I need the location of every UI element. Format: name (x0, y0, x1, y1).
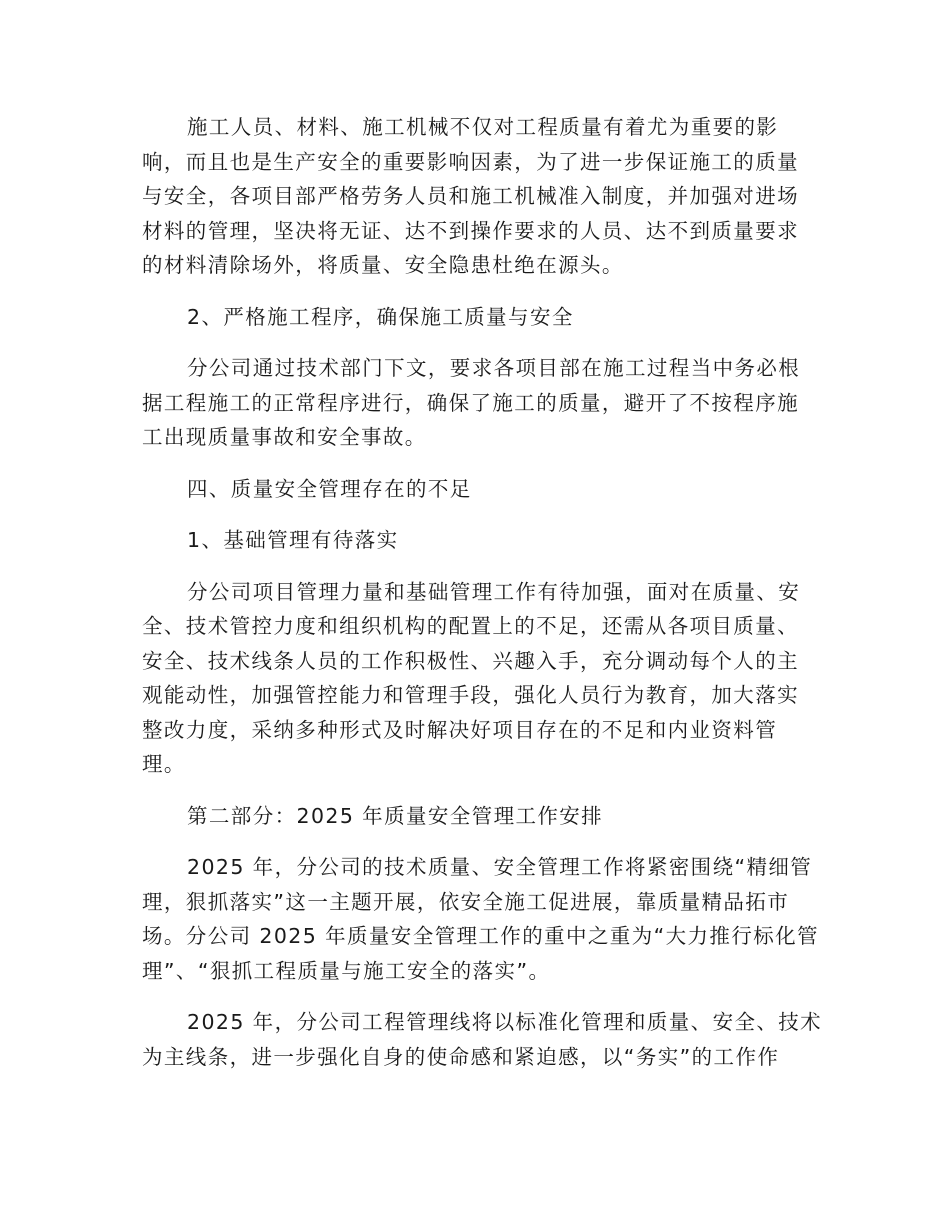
text-line: 安全、技术线条人员的工作积极性、兴趣入手，充分调动每个人的主 (142, 648, 799, 673)
document-body (142, 110, 823, 1091)
text-line: 观能动性，加强管控能力和管理手段，强化人员行为教育，加大落实 (142, 683, 799, 707)
text-line: 响，而且也是生产安全的重要影响因素，为了进一步保证施工的质量 (142, 149, 799, 174)
text-line: 2025 年，分公司工程管理线将以标准化管理和质量、安全、技术 (187, 1010, 823, 1034)
text-line: 整改力度，采纳多种形式及时解决好项目存在的不足和内业资料管 (142, 717, 778, 742)
heading-line: 1、基础管理有待落实 (187, 528, 399, 552)
heading-line: 四、质量安全管理存在的不足 (187, 476, 472, 501)
paragraph-2025-theme (142, 850, 819, 988)
text-line: 施工人员、材料、施工机械不仅对工程质量有着尤为重要的影 (187, 115, 779, 139)
text-line: 分公司项目管理力量和基础管理工作有待加强，面对在质量、安 (187, 579, 801, 604)
heading-strict-procedure (142, 300, 812, 335)
paragraph-personnel-materials (142, 110, 812, 283)
text-line: 理，狠抓落实”这一主题开展，依安全施工促进展，靠质量精品拓市 (142, 889, 790, 914)
text-line: 理”、“狠抓工程质量与施工安全的落实”。 (142, 958, 551, 983)
heading-line: 2、严格施工程序，确保施工质量与安全 (187, 304, 574, 329)
text-line: 为主线条，进一步强化自身的使命感和紧迫感，以“务实”的工作作 (142, 1044, 780, 1069)
text-line: 据工程施工的正常程序进行，确保了施工的质量，避开了不按程序施 (142, 390, 799, 415)
text-line: 分公司通过技术部门下文，要求各项目部在施工过程当中务必根 (187, 356, 801, 380)
heading-basic-management (142, 523, 812, 558)
text-line: 2025 年，分公司的技术质量、安全管理工作将紧密围绕“精细管 (187, 855, 813, 879)
text-line: 材料的管理，坚决将无证、达不到操作要求的人员、达不到质量要求 (142, 218, 799, 243)
paragraph-2025-engineering-line (142, 1005, 823, 1074)
heading-part-two (142, 799, 812, 834)
heading-shortcomings (142, 472, 812, 507)
text-line: 理。 (142, 752, 186, 776)
text-line: 全、技术管控力度和组织机构的配置上的不足，还需从各项目质量、 (142, 614, 799, 638)
text-line: 的材料清除场外，将质量、安全隐患杜绝在源头。 (142, 253, 624, 277)
text-line: 与安全，各项目部严格劳务人员和施工机械准入制度，并加强对进场 (142, 184, 799, 208)
heading-line: 第二部分：2025 年质量安全管理工作安排 (187, 803, 604, 828)
text-line: 工出现质量事故和安全事故。 (142, 425, 427, 449)
paragraph-management-strength (142, 575, 812, 782)
text-line: 场。分公司 2025 年质量安全管理工作的重中之重为“大力推行标化管 (142, 924, 819, 948)
paragraph-technical-department (142, 351, 812, 455)
